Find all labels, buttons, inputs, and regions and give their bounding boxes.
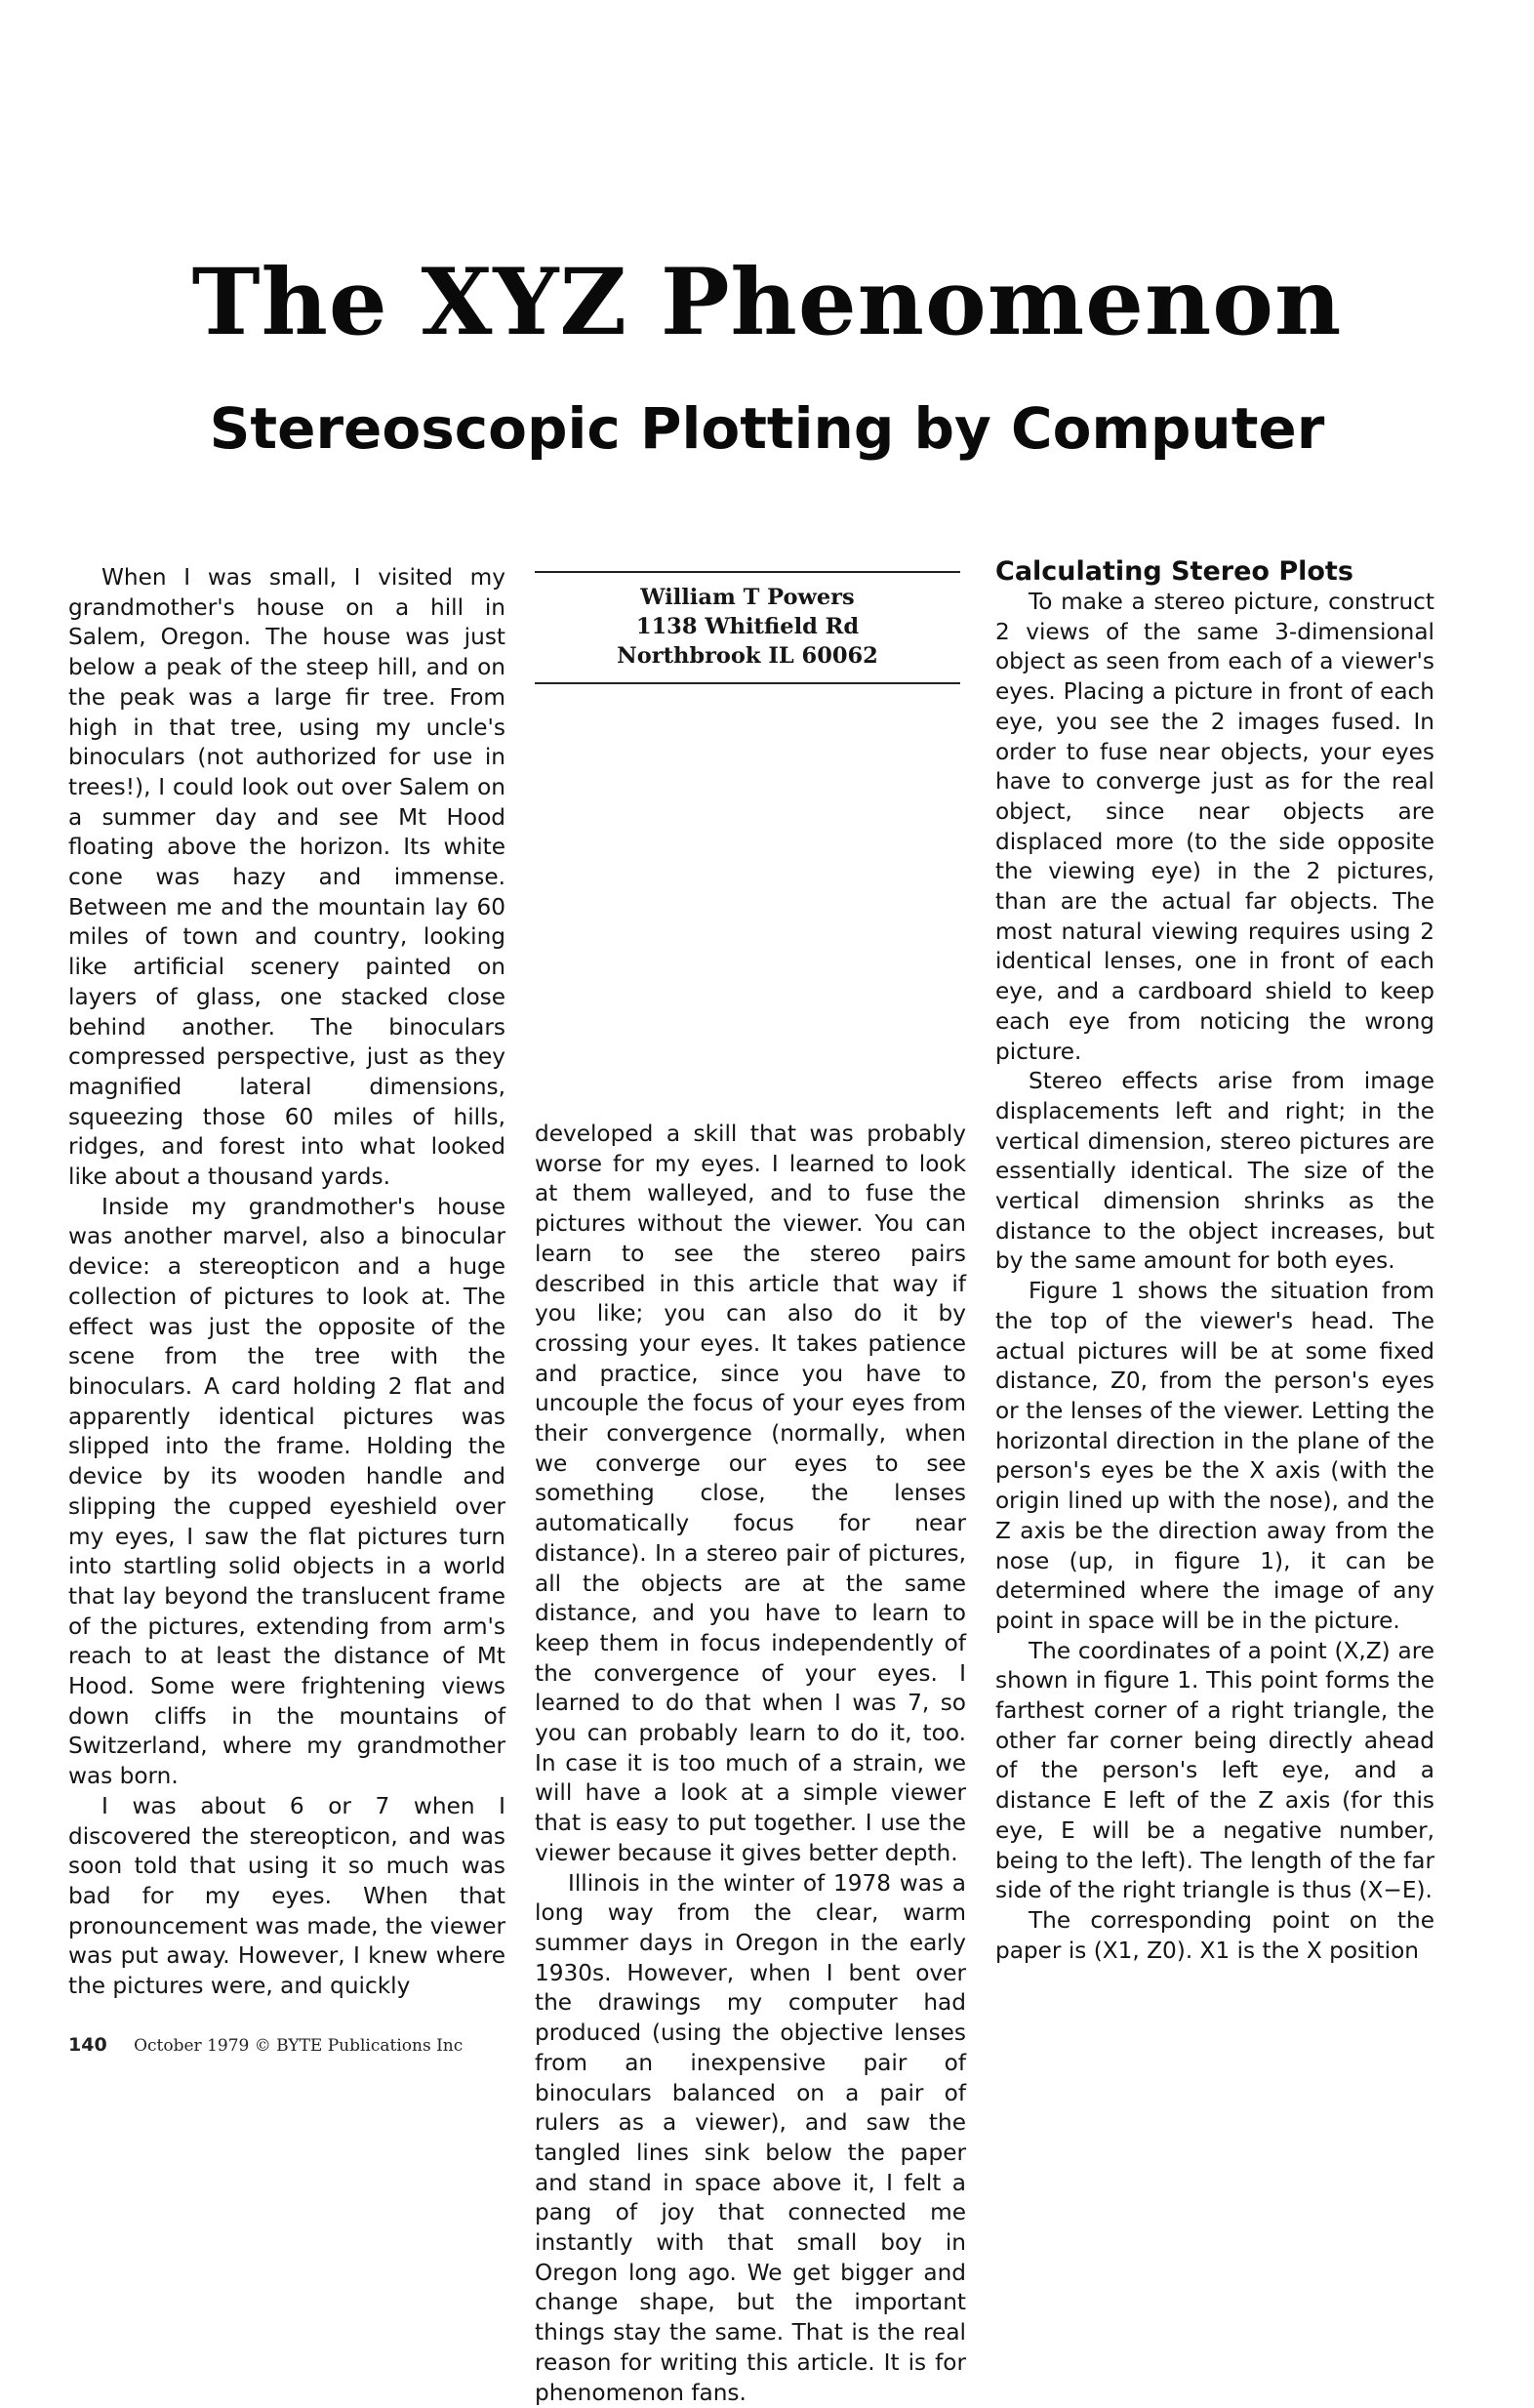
author-name: William T Powers (640, 585, 855, 610)
page-number: 140 (68, 2034, 107, 2056)
col2-paragraph-1: developed a skill that was probably worse for my eyes. I learned to look at them walleyed, and to fuse the pictures without the viewer. You can learn to see the stereo pairs described in this article that way if you like; you can also do it by crossing your eyes. It takes patience and practice, since you have to uncouple the focus of your eyes from their convergence (normally, when we converge our eyes to see something close, the lenses automatically focus for near distance). In a stereo pair of pictures, all the objects are at the same distance, and you have to learn to keep them in focus independently of the convergence of your eyes. I learned to do that when I was 7, so you can probably learn to do it, too. In case it is too much of a strain, we will have a look at a simple viewer that is easy to put together. I use the viewer because it gives better depth. (535, 1121, 966, 1866)
author-byline (535, 571, 960, 684)
column-1 (68, 563, 505, 2002)
col3-paragraph-4: The coordinates of a point (X,Z) are shown in figure 1. This point forms the farthest corner of a right triangle, the other far corner being directly ahead of the person's left eye, and a distance E left of the Z axis (for this eye, E will be a negative number, being to the left). The length of the far side of the right triangle is thus (X−E). (995, 1637, 1434, 1904)
col2-paragraph-2: Illinois in the winter of 1978 was a long way from the clear, warm summer days in Oregon in the early 1930s. However, when I bent over the drawings my computer had produced (using the objective lenses from an inexpensive pair of binoculars balanced on a pair of rulers as a viewer), and saw the tangled lines sink below the paper and stand in space above it, I felt a pang of joy that connected me instantly with that small boy in Oregon long ago. We get bigger and change shape, but the important things stay the same. That is the real reason for writing this article. It is for phenomenon fans. (535, 1869, 966, 2406)
publication-credit: October 1979 © BYTE Publications Inc (134, 2036, 464, 2056)
col3-paragraph-5: The corresponding point on the paper is (X1, Z0). X1 is the X position (995, 1906, 1434, 1964)
column-2 (535, 1120, 966, 2408)
col3-paragraph-3: Figure 1 shows the situation from the top of the viewer's head. The actual pictures will be at some fixed distance, Z0, from the person's eyes or the lenses of the viewer. Letting the horizontal direction in the plane of the person's eyes be the X axis (with the origin lined up with the nose), and the Z axis be the direction away from the nose (up, in figure 1), it can be determined where the image of any point in space will be in the picture. (995, 1278, 1434, 1634)
column-3 (995, 556, 1434, 1966)
author-street: 1138 Whitfield Rd (635, 614, 860, 639)
col1-paragraph-2: Inside my grandmother's house was another marvel, also a binocular device: a stereopticon and a huge collection of pictures to look at. The effect was just the opposite of the scene from the tree with the binoculars. A card holding 2 flat and apparently identical pictures was slipped into the frame. Holding the device by its wooden handle and slipping the cupped eyeshield over my eyes, I saw the flat pictures turn into startling solid objects in a world that lay beyond the translucent frame of the pictures, extending from arm's reach to at least the distance of Mt Hood. Some were frightening views down cliffs in the mountains of Switzerland, where my grandmother was born. (68, 1193, 505, 1790)
page-footer (68, 2034, 463, 2056)
section-heading: Calculating Stereo Plots (995, 556, 1353, 587)
col1-paragraph-1: When I was small, I visited my grandmother's house on a hill in Salem, Oregon. The house was just below a peak of the steep hill, and on the peak was a large fir tree. From high in that tree, using my uncle's binoculars (not authorized for use in trees!), I could look out over Salem on a summer day and see Mt Hood floating above the horizon. Its white cone was hazy and immense. Between me and the mountain lay 60 miles of town and country, looking like artificial scenery painted on layers of glass, one stacked close behind another. The binoculars compressed perspective, just as they magnified lateral dimensions, squeezing those 60 miles of hills, ridges, and forest into what looked like about a thousand yards. (68, 564, 505, 1191)
col3-paragraph-2: Stereo effects arise from image displacements left and right; in the vertical dimension, stereo pictures are essentially identical. The size of the vertical dimension shrinks as the distance to the object increases, but by the same amount for both eyes. (995, 1068, 1434, 1275)
col3-paragraph-1: To make a stereo picture, construct 2 views of the same 3-dimensional object as seen from each of a viewer's eyes. Placing a picture in front of each eye, you see the 2 images fused. In order to fuse near objects, your eyes have to converge just as for the real object, since near objects are displaced more (to the side opposite the viewing eye) in the 2 pictures, than are the actual far objects. The most natural viewing requires using 2 identical lenses, one in front of each eye, and a cardboard shield to keep each eye from noticing the wrong picture. (995, 589, 1434, 1065)
author-city: Northbrook IL 60062 (617, 643, 878, 669)
col1-paragraph-3: I was about 6 or 7 when I discovered the stereopticon, and was soon told that using it so much was bad for my eyes. When that pronouncement was made, the viewer was put away. However, I knew where the pictures were, and quickly (68, 1792, 505, 2000)
article-subtitle: Stereoscopic Plotting by Computer (209, 395, 1325, 462)
article-title: The XYZ Phenomenon (191, 249, 1343, 356)
